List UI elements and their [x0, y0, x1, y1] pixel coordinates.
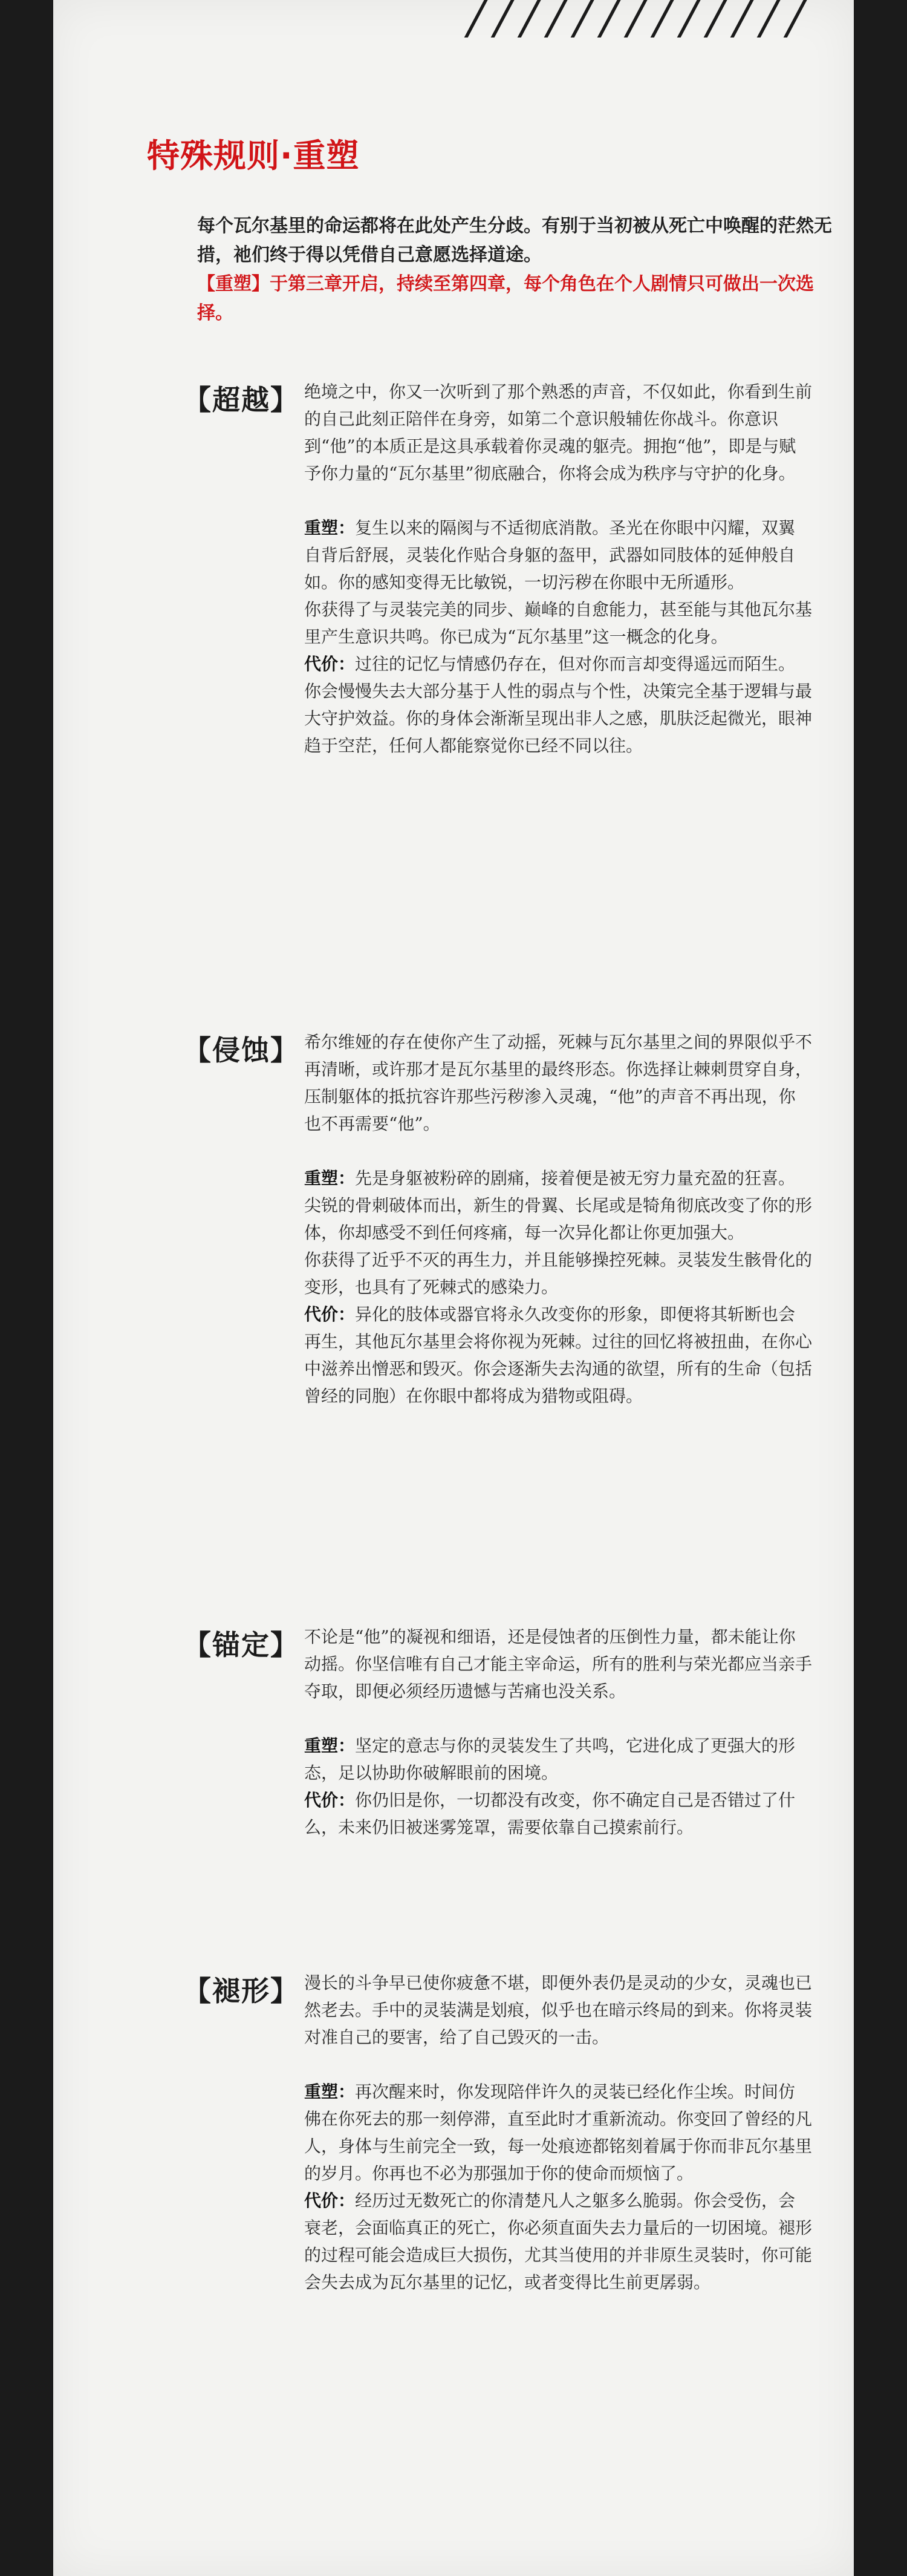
stripe	[565, 0, 597, 38]
stripe	[591, 0, 624, 38]
cost-paragraph	[304, 1301, 812, 1410]
section-title: 【侵蚀】	[183, 1034, 299, 1067]
stripe	[724, 0, 757, 38]
cost-text: 经历过无数死亡的你清楚凡人之躯多么脆弱。你会受伤，会衰老，会面临真正的死亡，你必须直面失去力量后的一切困境。褪形的过程可能会造成巨大损伤，尤其当使用的并非原生灵装时，你可能会失去成为瓦尔基里的记忆，或者变得比生前更孱弱。	[304, 2191, 813, 2292]
stripe	[671, 0, 704, 38]
reshape-paragraph	[304, 514, 812, 596]
section-desc: 不论是“他”的凝视和细语，还是侵蚀者的压倒性力量，都未能让你动摇。你坚信唯有自己才能主宰命运，所有的胜利与荣光都应当亲手夺取，即便必须经历遗憾与苦痛也没关系。	[304, 1627, 813, 1701]
cost-paragraph	[304, 650, 812, 759]
paper-panel	[53, 0, 854, 2576]
section-desc: 绝境之中，你又一次听到了那个熟悉的声音，不仅如此，你看到生前的自己此刻正陪伴在身旁，如第二个意识般辅佐你战斗。你意识到“他”的本质正是这具承载着你灵魂的躯壳。拥抱“他”，即是与赋予你力量的“瓦尔基里”彻底融合，你将会成为秩序与守护的化身。	[304, 382, 813, 483]
decorative-stripes	[449, 0, 811, 38]
section-title: 【锚定】	[183, 1629, 299, 1661]
cost-paragraph	[304, 1787, 812, 1841]
section-desc: 漫长的斗争早已使你疲惫不堪，即便外表仍是灵动的少女，灵魂也已然老去。手中的灵装满是划痕，似乎也在暗示终局的到来。你将灵装对准自己的要害，给了自己毁灭的一击。	[304, 1973, 813, 2047]
cost-label: 代价：	[304, 1304, 356, 1324]
intro-block	[197, 212, 838, 328]
reshape-text: 坚定的意志与你的灵装发生了共鸣，它进化成了更强大的形态，足以协助你破解眼前的困境。	[304, 1736, 796, 1783]
stripe	[698, 0, 730, 38]
section-desc: 希尔维娅的存在使你产生了动摇，死棘与瓦尔基里之间的界限似乎不再清晰，或许那才是瓦尔基里的最终形态。你选择让棘刺贯穿自身，压制躯体的抵抗容许那些污秽渗入灵魂，“他”的声音不再出现，你也不再需要“他”。	[304, 1032, 813, 1134]
reshape-paragraph	[304, 1165, 812, 1246]
section-body	[304, 1028, 812, 1410]
stripe	[538, 0, 571, 38]
stripe	[512, 0, 544, 38]
stripe	[485, 0, 518, 38]
stripe	[751, 0, 784, 38]
reshape-text: 复生以来的隔阂与不适彻底消散。圣光在你眼中闪耀，双翼自背后舒展，灵装化作贴合身躯的盔甲，武器如同肢体的延伸般自如。你的感知变得无比敏锐，一切污秽在你眼中无所遁形。	[304, 518, 796, 592]
reshape-text: 再次醒来时，你发现陪伴许久的灵装已经化作尘埃。时间仿佛在你死去的那一刻停滞，直至此时才重新流动。你变回了曾经的凡人，身体与生前完全一致，每一处痕迹都铭刻着属于你而非瓦尔基里的岁月。你再也不必为那强加于你的使命而烦恼了。	[304, 2082, 813, 2183]
stripe	[645, 0, 677, 38]
reshape-label: 重塑：	[304, 2082, 356, 2102]
left-border	[0, 0, 53, 2576]
cost-paragraph	[304, 2187, 812, 2296]
reshape-label: 重塑：	[304, 1736, 356, 1756]
reshape-paragraph	[304, 2078, 812, 2187]
reshape-paragraph	[304, 1732, 812, 1787]
intro-text: 每个瓦尔基里的命运都将在此处产生分歧。有别于当初被从死亡中唤醒的茫然无措，祂们终于得以凭借自己意愿选择道途。	[197, 215, 832, 266]
section-title: 【超越】	[183, 384, 299, 416]
cost-label: 代价：	[304, 654, 356, 674]
extra-paragraph: 你获得了近乎不灭的再生力，并且能够操控死棘。灵装发生骸骨化的变形，也具有了死棘式的感染力。	[304, 1250, 813, 1297]
section-title: 【褪形】	[183, 1975, 299, 2007]
stripe	[618, 0, 651, 38]
reshape-label: 重塑：	[304, 518, 356, 538]
cost-text: 异化的肢体或器官将永久改变你的形象，即便将其斩断也会再生，其他瓦尔基里会将你视为死棘。过往的回忆将被扭曲，在你心中滋养出憎恶和毁灭。你会逐渐失去沟通的欲望，所有的生命（包括曾经的同胞）在你眼中都将成为猎物或阻碍。	[304, 1304, 813, 1406]
stripe	[458, 0, 491, 38]
extra-paragraph: 你获得了与灵装完美的同步、巅峰的自愈能力，甚至能与其他瓦尔基里产生意识共鸣。你已成为“瓦尔基里”这一概念的化身。	[304, 600, 813, 647]
cost-label: 代价：	[304, 2191, 356, 2211]
cost-text: 你仍旧是你，一切都没有改变，你不确定自己是否错过了什么，未来仍旧被迷雾笼罩，需要依靠自己摸索前行。	[304, 1790, 796, 1837]
section-body	[304, 1969, 812, 2296]
reshape-label: 重塑：	[304, 1168, 356, 1188]
right-border	[854, 0, 907, 2576]
intro-rule: 【重塑】于第三章开启，持续至第四章，每个角色在个人剧情只可做出一次选择。	[197, 273, 814, 324]
cost-label: 代价：	[304, 1790, 356, 1810]
reshape-text: 先是身躯被粉碎的剧痛，接着便是被无穷力量充盈的狂喜。尖锐的骨刺破体而出，新生的骨翼、长尾或是犄角彻底改变了你的形体，你却感受不到任何疼痛，每一次异化都让你更加强大。	[304, 1168, 813, 1243]
cost-text: 过往的记忆与情感仍存在，但对你而言却变得遥远而陌生。你会慢慢失去大部分基于人性的弱点与个性，决策完全基于逻辑与最大守护效益。你的身体会渐渐呈现出非人之感，肌肤泛起微光，眼神趋于空茫，任何人都能察觉你已经不同以往。	[304, 654, 813, 756]
stripe	[778, 0, 810, 38]
page-title: 特殊规则·重塑	[147, 137, 360, 175]
section-body	[304, 1623, 812, 1841]
section-body	[304, 378, 812, 759]
